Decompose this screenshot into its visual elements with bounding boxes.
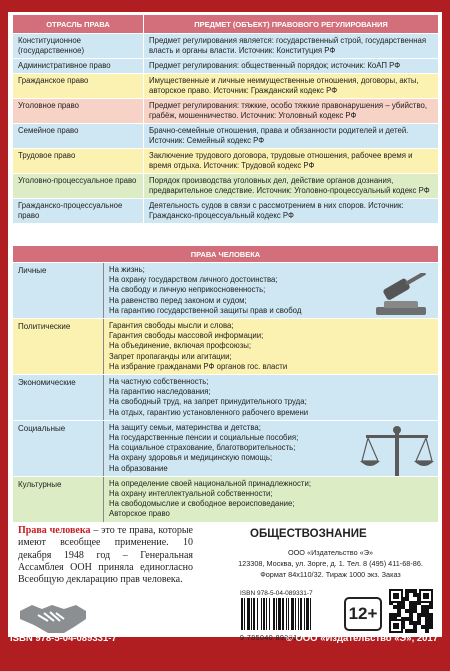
rights-item: На защиту семьи, материнства и детства;: [109, 422, 261, 432]
publisher-line: 123308, Москва, ул. Зорге, д. 1. Тел. 8 (495) 411-68-86.: [238, 559, 423, 568]
rights-item: На определение своей национальной принадлежности;: [109, 478, 311, 488]
law-branches-table: [13, 15, 438, 223]
subject-cell: Деятельность судов в связи с рассмотрением в них споров. Источник: Гражданско-процессуальный кодекс РФ: [143, 199, 438, 223]
book-title: ОБЩЕСТВОЗНАНИЕ: [250, 528, 367, 540]
rights-item: На свободу и личную неприкосновенность;: [109, 285, 266, 295]
rights-item: На гарантию наследования;: [109, 387, 211, 397]
publisher-line: Формат 84х110/32. Тираж 1000 экз. Заказ: [260, 570, 401, 579]
branch-cell: Трудовое право: [18, 151, 76, 160]
rights-category: Социальные: [18, 423, 66, 433]
header-subject: ПРЕДМЕТ (ОБЪЕКТ) ПРАВОВОГО РЕГУЛИРОВАНИЯ: [143, 15, 438, 33]
copyright: © ООО «Издательство «Э», 2017: [285, 633, 438, 644]
law-branches-header: [13, 15, 438, 33]
rights-row: [13, 476, 438, 522]
human-rights-table: [13, 246, 438, 522]
rights-category: Экономические: [18, 378, 76, 388]
publisher-info: [218, 547, 443, 580]
rights-item: На охрану государством личного достоинства;: [109, 275, 278, 285]
branch-cell: Уголовное право: [18, 101, 79, 110]
rights-item: На образование: [109, 463, 168, 473]
branch-cell: Уголовно-процессуальное право: [18, 176, 137, 185]
rights-category: Политические: [18, 322, 71, 332]
rights-list: [103, 319, 438, 374]
table-row: [13, 123, 438, 148]
rights-item: На охрану здоровья и медицинскую помощь;: [109, 453, 273, 463]
branch-cell: Семейное право: [18, 126, 79, 135]
branch-cell: Гражданско-процессуальное право: [18, 201, 123, 220]
barcode-icon: [240, 598, 332, 630]
rights-item: На государственные пенсии и социальные пособия;: [109, 433, 299, 443]
rights-list: [103, 477, 438, 522]
table-row: [13, 198, 438, 223]
table-row: [13, 173, 438, 198]
table-row: [13, 98, 438, 123]
publisher-line: ООО «Издательство «Э»: [287, 548, 374, 557]
subject-cell: Предмет регулирования: общественный порядок; источник: КоАП РФ: [143, 59, 438, 73]
qr-code-icon: [389, 589, 433, 633]
subject-cell: Заключение трудового договора, трудовые отношения, рабочее время и время отдыха. Источник: Трудовой кодекс РФ: [143, 149, 438, 173]
isbn-bottom: ISBN 978-5-04-089331-7: [10, 633, 117, 644]
definition-term: Права человека: [18, 525, 91, 536]
gavel-icon: [370, 273, 432, 319]
subject-cell: Имущественные и личные неимущественные отношения, договоры, акты, авторское право. Источник: Гражданский кодекс РФ: [143, 74, 438, 98]
rights-list: [103, 375, 438, 420]
rights-item: На социальное страхование, благотворительность;: [109, 443, 296, 453]
rights-category: Личные: [18, 266, 47, 275]
rights-item: На отдых, гарантию установленного рабочего времени: [109, 407, 309, 417]
age-rating-badge: 12+: [344, 597, 382, 631]
rights-item: На избрание гражданами РФ органов гос. власти: [109, 361, 288, 371]
rights-item: Гарантия свободы мысли и слова;: [109, 321, 234, 331]
table-row: [13, 58, 438, 73]
rights-item: На объединение, включая профсоюзы;: [109, 341, 252, 351]
table-row: [13, 73, 438, 98]
rights-item: На частную собственность;: [109, 377, 209, 387]
rights-category: Культурные: [18, 479, 62, 489]
rights-row: [13, 318, 438, 374]
rights-item: Гарантия свободы массовой информации;: [109, 331, 264, 341]
branch-cell: Конституционное (государственное): [18, 36, 85, 55]
branch-cell: Административное право: [18, 61, 111, 70]
rights-item: Авторское право: [109, 509, 170, 519]
rights-row: [13, 262, 438, 318]
rights-item: На свободомыслие и свободное вероисповедание;: [109, 499, 295, 509]
table-row: [13, 148, 438, 173]
rights-item: На равенство перед законом и судом;: [109, 295, 247, 305]
handshake-icon: [18, 597, 88, 635]
isbn-small: ISBN 978-5-04-089331-7: [240, 590, 313, 597]
subject-cell: Предмет регулирования является: государственный строй, государственная власть и органы власти. Источник: Конституция РФ: [143, 34, 438, 58]
subject-cell: Брачно-семейные отношения, права и обязанности родителей и детей. Источник: Семейный кодекс РФ: [143, 124, 438, 148]
rights-row: [13, 374, 438, 420]
human-rights-definition: [18, 525, 193, 586]
header-branch: ОТРАСЛЬ ПРАВА: [46, 19, 110, 29]
subject-cell: Порядок производства уголовных дел, действие органов дознания, предварительное следствие. Источник: Уголовно-процессуальный кодекс РФ: [143, 174, 438, 198]
table-row: [13, 33, 438, 58]
subject-cell: Предмет регулирования: тяжкие, особо тяжкие правонарушения – убийство, грабёж, мошенничество. Источник: Уголовный кодекс РФ: [143, 99, 438, 123]
rights-item: На охрану интеллектуальной собственности;: [109, 489, 273, 499]
barcode-digits: 9 785040 893317: [240, 635, 302, 642]
rights-item: На гарантию государственной защиты прав и свобод: [109, 305, 302, 315]
definition-text: – это те права, которые имеют всеобщее применение. 10 декабря 1948 год – Генеральная Ассамблея ООН приняла единогласно Всеобщую декларацию прав человека.: [18, 525, 193, 586]
rights-row: [13, 420, 438, 476]
rights-item: На жизнь;: [109, 265, 145, 274]
branch-cell: Гражданское право: [18, 76, 89, 85]
rights-item: На свободный труд, на запрет принудительного труда;: [109, 397, 307, 407]
rights-item: Запрет пропаганды или агитации;: [109, 351, 232, 361]
human-rights-header: ПРАВА ЧЕЛОВЕКА: [13, 246, 438, 262]
